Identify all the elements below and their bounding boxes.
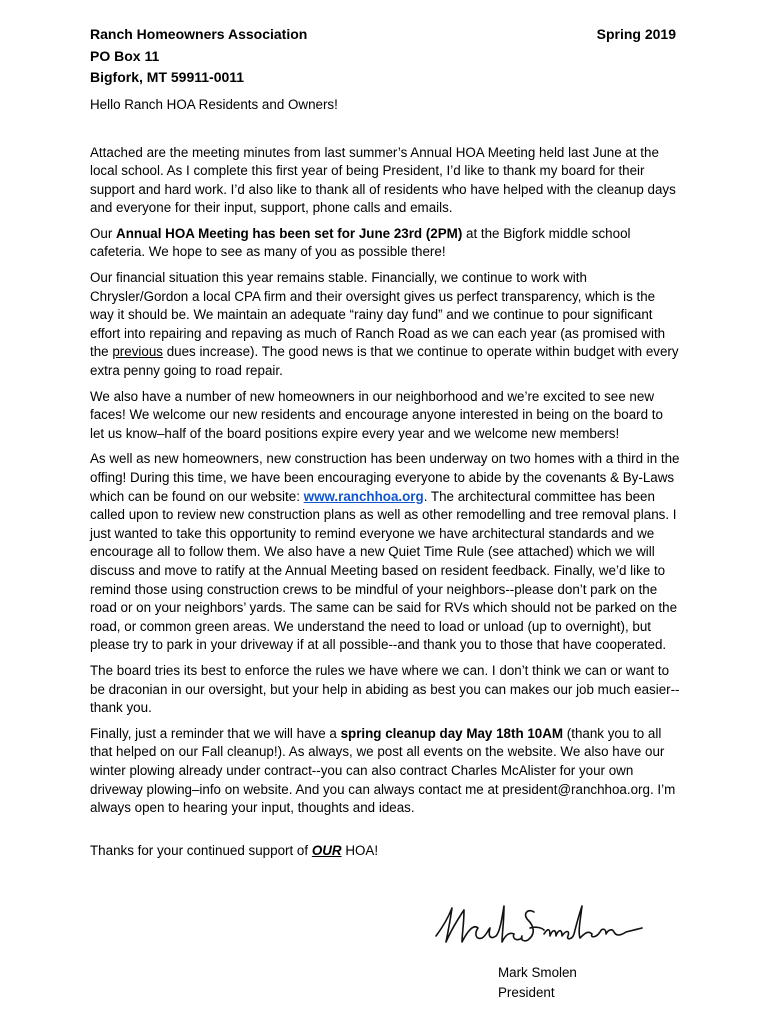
cleanup-date-highlight: spring cleanup day May 18th 10AM	[340, 725, 564, 741]
paragraph-construction: As well as new homeowners, new construction has been underway on two homes with a third in the offing! During this time, we have been encouraging everyone to abide by the covenants & By-Laws which can be found on our website: www.ranchhoa.org. The architectural committee has been called upon to review new construction plans as well as other remodelling and tree removal plans. I just wanted to take this opportunity to remind everyone we have architectural standards and we encourage all to follow them. We also have a new Quiet Time Rule (see attached) which we will discuss and move to ratify at the Annual Meeting based on resident feedback. Finally, we’d like to remind those using construction crews to be mindful of your neighbors--please don’t park on the road or on your neighbors’ yards. The same can be said for RVs which should not be parked on the road, or common green areas. We understand the need to load or unload (up to overnight), but please try to park in your driveway if at all possible--and thank you to those that have cooperated.	[90, 451, 680, 653]
greeting: Hello Ranch HOA Residents and Owners!	[90, 96, 338, 112]
letter	[90, 24, 680, 860]
website-link[interactable]: www.ranchhoa.org	[303, 488, 424, 504]
po-box: PO Box 11	[90, 47, 160, 64]
letterhead	[90, 24, 680, 89]
paragraph-cleanup: Finally, just a reminder that we will have a spring cleanup day May 18th 10AM (thank you to all that helped on our Fall cleanup!). As always, we post all events on the website. We also have our winter plowing already under contract--you can also contract Charles McAlister for your own driveway plowing–info on website. And you can always contact me at president@ranchhoa.org. I’m always open to hearing your input, thoughts and ideas.	[90, 725, 676, 816]
paragraph-enforcement: The board tries its best to enforce the rules we have where we can. I don’t think we can or want to be draconian in our oversight, but your help in abiding as best you can makes our job much easier--thank you.	[90, 662, 680, 716]
paragraph-finances: Our financial situation this year remains stable. Financially, we continue to work with Chrysler/Gordon a local CPA firm and their oversight gives us perfect transparency, which is the way it should be. We maintain an adequate “rainy day fund” and we continue to pour significant effort into repairing and repaving as much of Ranch Road as we can each year (as promised with the previous dues increase). The good news is that we continue to operate within budget with every extra penny going to road repair.	[90, 270, 679, 379]
paragraph-minutes: Attached are the meeting minutes from last summer’s Annual HOA Meeting held last June at the local school. As I complete this first year of being President, I’d like to thank my board for their support and hard work. I’d also like to thank all of residents who have helped with the cleanup days and everyone for their input, support, phone calls and emails.	[90, 144, 676, 216]
signer-block	[498, 963, 577, 1003]
signer-name: Mark Smolen	[498, 965, 577, 980]
paragraph-new-homeowners: We also have a number of new homeowners in our neighborhood and we’re excited to see new faces! We welcome our new residents and encourage anyone interested in being on the board to let us know–half of the board positions expire every year and we welcome new members!	[90, 388, 663, 441]
previous-underlined: previous	[112, 344, 163, 360]
closing-line: Thanks for your continued support of OUR HOA!	[90, 842, 379, 858]
city-line: Bigfork, MT 59911-0011	[90, 69, 245, 85]
paragraph-annual-meeting: Our Annual HOA Meeting has been set for June 23rd (2PM) at the Bigfork middle school cafeteria. We hope to see as many of you as possible there!	[90, 225, 631, 260]
signer-title: President	[498, 985, 555, 1000]
org-name: Ranch Homeowners Association	[90, 26, 308, 42]
meeting-date-highlight: Annual HOA Meeting has been set for June 23rd (2PM)	[116, 225, 463, 241]
handwritten-signature	[430, 898, 650, 958]
letter-date: Spring 2019	[596, 26, 676, 42]
our-emphasis: OUR	[311, 842, 342, 858]
